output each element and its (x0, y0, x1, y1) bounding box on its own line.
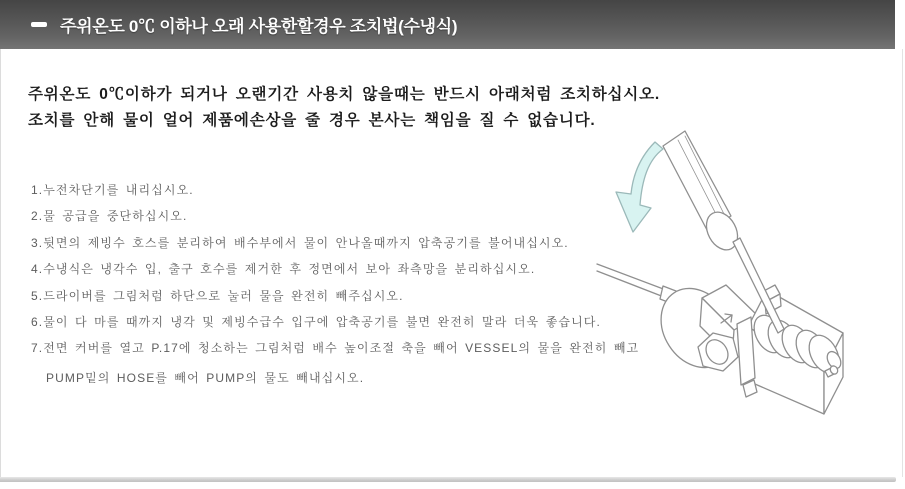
step-item-2: 2.물 공급을 중단하십시오. (31, 209, 188, 224)
warning-line-1: 주위온도 0℃이하가 되거나 오랜기간 사용치 않을때는 반드시 아래처럼 조치하십시오. (28, 86, 660, 103)
header-bar (0, 0, 895, 49)
steps-list (31, 177, 639, 391)
warning-text (28, 82, 660, 134)
step-item-7-continuation: PUMP밑의 HOSE를 빼어 PUMP의 물도 빼내십시오. (46, 370, 365, 385)
warning-line-2: 조치를 안해 물이 얼어 제품에손상을 줄 경우 본사는 책임을 질 수 없습니다. (28, 112, 596, 129)
step-item-4: 4.수냉식은 냉각수 입, 출구 호수를 제거한 후 정면에서 보아 좌측망을 분리하십시오. (31, 262, 536, 277)
bottom-divider (0, 477, 896, 482)
step-item-5: 5.드라이버를 그림처럼 하단으로 눌러 물을 완전히 빼주십시오. (31, 288, 404, 303)
drain-pump-illustration (585, 128, 905, 428)
step-item-1: 1.누전차단기를 내리십시오. (31, 183, 194, 197)
minus-dash-icon (31, 22, 47, 27)
page-title: 주위온도 0℃ 이하나 오래 사용한할경우 조치법(수냉식) (60, 17, 458, 36)
step-item-6: 6.물이 다 마를 때까지 냉각 및 제빙수급수 입구에 압축공기를 불면 완전히 말라 더욱 좋습니다. (31, 315, 601, 330)
step-item-7: 7.전면 커버를 열고 P.17에 청소하는 그림처럼 배수 높이조절 축을 빼어 VESSEL의 물을 완전히 빼고 (31, 341, 640, 356)
curved-down-arrow-icon (616, 142, 663, 232)
step-item-3: 3.뒷면의 제빙수 호스를 분리하여 배수부에서 물이 안나올때까지 압축공기를 불어내십시오. (31, 235, 569, 250)
water-pipe (597, 264, 676, 304)
